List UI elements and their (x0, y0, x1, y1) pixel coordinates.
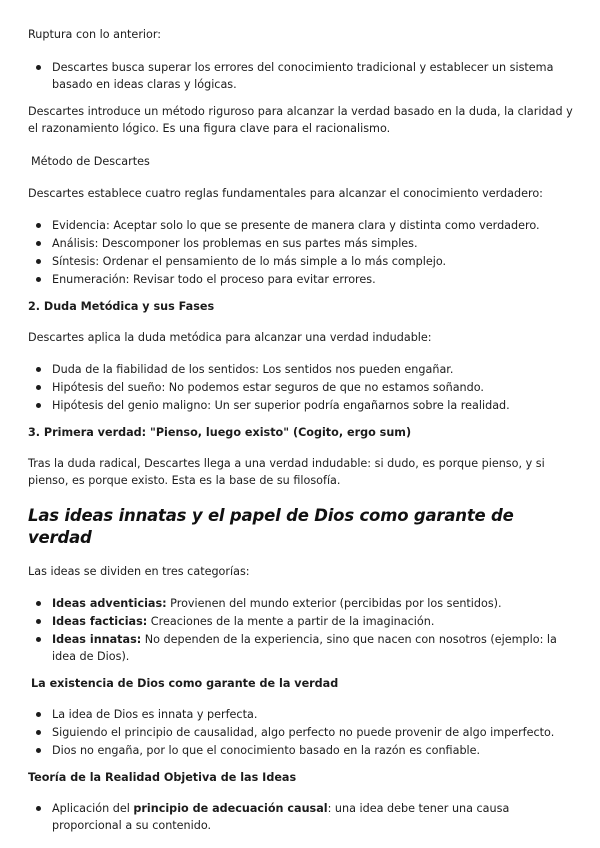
document-page (28, 26, 574, 844)
realidad-objetiva-heading: Teoría de la Realidad Objetiva de las Ideas (28, 771, 297, 784)
list-item: Descartes busca superar los errores del conocimiento tradicional y establecer un sistema basado en ideas claras y lógicas. (28, 59, 574, 93)
duda-intro: Descartes aplica la duda metódica para alcanzar una verdad indudable: (28, 331, 432, 344)
list-item: Hipótesis del sueño: No podemos estar seguros de que no estamos soñando. (28, 379, 574, 396)
list-item: Duda de la fiabilidad de los sentidos: Los sentidos nos pueden engañar. (28, 361, 574, 378)
existencia-dios-list (28, 706, 574, 759)
bullet-icon (36, 277, 41, 282)
list-item: Hipótesis del genio maligno: Un ser superior podría engañarnos sobre la realidad. (28, 397, 574, 414)
bullet-icon (36, 730, 41, 735)
list-item: Ideas innatas: No dependen de la experiencia, sino que nacen con nosotros (ejemplo: la idea de Dios). (28, 631, 574, 665)
duda-heading: 2. Duda Metódica y sus Fases (28, 300, 215, 313)
list-item: Evidencia: Aceptar solo lo que se presente de manera clara y distinta como verdadero. (28, 217, 574, 234)
ideas-innatas-heading: Las ideas innatas y el papel de Dios como garante de verdad (28, 506, 514, 547)
bullet-icon (36, 806, 41, 811)
metodo-intro: Descartes establece cuatro reglas fundamentales para alcanzar el conocimiento verdadero: (28, 187, 543, 200)
ideas-list (28, 595, 574, 665)
list-item: Enumeración: Revisar todo el proceso para evitar errores. (28, 271, 574, 288)
metodo-heading: Método de Descartes (31, 155, 150, 168)
bullet-icon (36, 748, 41, 753)
intro-paragraph: Descartes introduce un método riguroso para alcanzar la verdad basado en la duda, la claridad y el razonamiento lógico. Es una figura clave para el racionalismo. (28, 105, 573, 135)
list-item: Siguiendo el principio de causalidad, algo perfecto no puede provenir de algo imperfecto. (28, 724, 574, 741)
bullet-icon (36, 403, 41, 408)
bullet-icon (36, 367, 41, 372)
metodo-list (28, 217, 574, 288)
primera-verdad-heading: 3. Primera verdad: "Pienso, luego existo" (Cogito, ergo sum) (28, 426, 412, 439)
ideas-intro: Las ideas se dividen en tres categorías: (28, 565, 250, 578)
bullet-icon (36, 259, 41, 264)
list-item: La idea de Dios es innata y perfecta. (28, 706, 574, 723)
realidad-objetiva-list (28, 800, 574, 834)
ruptura-list (28, 59, 574, 93)
bullet-icon (36, 619, 41, 624)
bullet-icon (36, 637, 41, 642)
list-item: Síntesis: Ordenar el pensamiento de lo más simple a lo más complejo. (28, 253, 574, 270)
existencia-dios-heading: La existencia de Dios como garante de la verdad (31, 677, 339, 690)
list-item: Análisis: Descomponer los problemas en sus partes más simples. (28, 235, 574, 252)
list-item: Ideas adventicias: Provienen del mundo exterior (percibidas por los sentidos). (28, 595, 574, 612)
bullet-icon (36, 223, 41, 228)
bullet-icon (36, 385, 41, 390)
list-item: Dios no engaña, por lo que el conocimiento basado en la razón es confiable. (28, 742, 574, 759)
list-item: Ideas facticias: Creaciones de la mente a partir de la imaginación. (28, 613, 574, 630)
bullet-icon (36, 65, 41, 70)
bullet-icon (36, 241, 41, 246)
duda-list (28, 361, 574, 414)
ruptura-heading: Ruptura con lo anterior: (28, 28, 162, 41)
list-item: Aplicación del principio de adecuación causal: una idea debe tener una causa proporcional a su contenido. (28, 800, 574, 834)
bullet-icon (36, 712, 41, 717)
primera-verdad-text: Tras la duda radical, Descartes llega a una verdad indudable: si dudo, es porque pienso, y si pienso, es porque existo. Esta es la base de su filosofía. (28, 457, 545, 487)
bullet-icon (36, 601, 41, 606)
